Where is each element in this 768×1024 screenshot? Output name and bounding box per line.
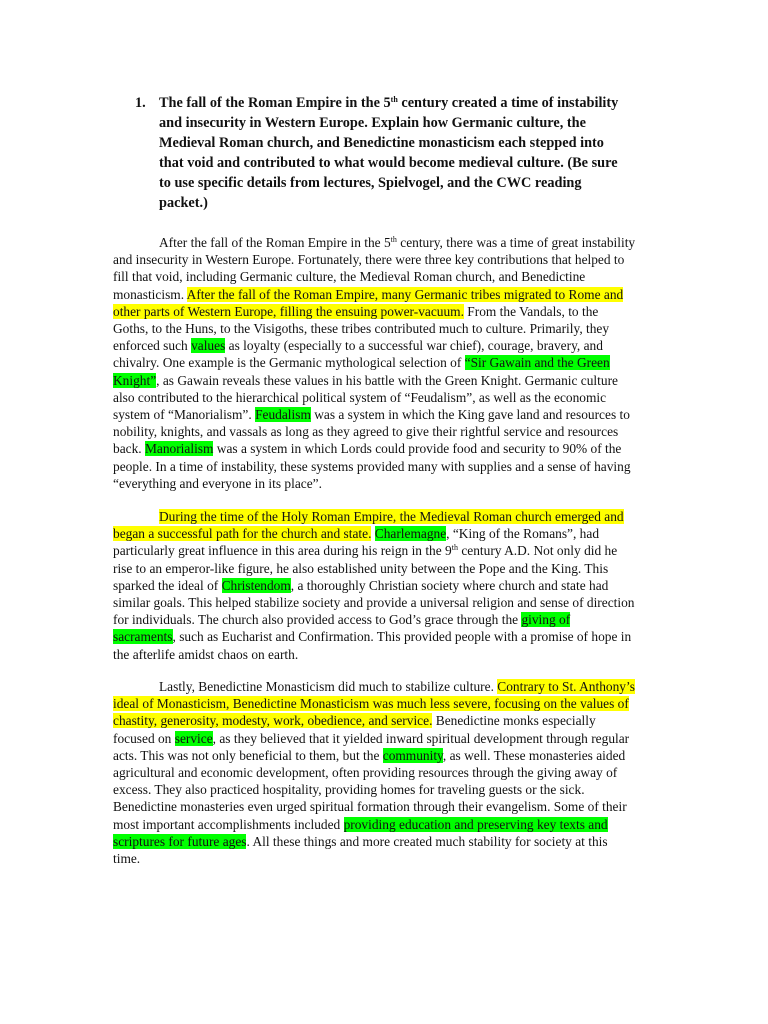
- text-line: Goths, to the Huns, to the Visigoths, these tribes contributed much to culture. Primarily, they: [113, 321, 610, 337]
- green-highlight: providing education and preserving key texts and: [343, 816, 608, 832]
- yellow-highlight: began a successful path for the church and state.: [113, 526, 372, 542]
- yellow-highlight: ideal of Monasticism, Benedictine Monasticism was much less severe, focusing on the values of: [113, 696, 629, 712]
- text-line: sacraments, such as Eucharist and Confirmation. This provided people with a promise of hope in: [113, 629, 632, 645]
- paragraph-germanic-culture: [113, 234, 658, 492]
- text-line: Lastly, Benedictine Monasticism did much to stabilize culture. Contrary to St. Anthony’s: [159, 679, 635, 694]
- green-highlight: community: [382, 747, 443, 763]
- text-line: also contributed to the hierarchical political system of “Feudalism”, as well as the economic: [113, 389, 607, 405]
- text-line: particularly great influence in this area during his reign in the 9th century A.D. Not only did he: [113, 543, 618, 559]
- text-line: rise to an emperor-like figure, he also established unity between the Pope and the King. This: [113, 560, 609, 576]
- text-line: time.: [113, 851, 141, 867]
- text-line: [113, 695, 658, 712]
- text-line: After the fall of the Roman Empire in the 5th century, there was a time of great instability: [159, 235, 636, 250]
- text-line: back. Manorialism was a system in which Lords could provide food and security to 90% of the: [113, 441, 622, 457]
- text-line: agricultural and economic development, often providing resources through the giving away of: [113, 765, 618, 781]
- text-line: fill that void, including Germanic culture, the Medieval Roman church, and Benedictine: [113, 269, 586, 285]
- green-highlight: giving of: [521, 612, 571, 628]
- question-line: that void and contributed to what would become medieval culture. (Be sure: [159, 155, 618, 171]
- text-line: system of “Manorialism”. Feudalism was a system in which the King gave land and resources to: [113, 407, 630, 423]
- question-line: and insecurity in Western Europe. Explain how Germanic culture, the: [159, 115, 586, 131]
- text-line: acts. This was not only beneficial to them, but the community, as well. These monasteries aided: [113, 747, 626, 763]
- text-line: the afterlife amidst chaos on earth.: [113, 646, 299, 662]
- question-line: Medieval Roman church, and Benedictine monasticism each stepped into: [159, 135, 604, 151]
- text-line: Knight”, as Gawain reveals these values in his battle with the Green Knight. Germanic culture: [113, 372, 618, 388]
- text-line: other parts of Western Europe, filling the ensuing power-vacuum. From the Vandals, to the: [113, 303, 599, 319]
- text-line: chivalry. One example is the Germanic mythological selection of “Sir Gawain and the Green: [113, 355, 610, 371]
- text-line: focused on service, as they believed that it yielded inward spiritual development through regular: [113, 730, 630, 746]
- text-line: scriptures for future ages. All these things and more created much stability for society at this: [113, 833, 608, 849]
- green-highlight: service: [174, 730, 213, 746]
- green-highlight: Christendom: [221, 577, 291, 593]
- yellow-highlight: Contrary to St. Anthony’s: [497, 679, 635, 694]
- green-highlight: “Sir Gawain and the Green: [464, 355, 610, 371]
- text-line: enforced such values as loyalty (especially to a successful war chief), courage, bravery, and: [113, 338, 603, 354]
- question-line: to use specific details from lectures, Spielvogel, and the CWC reading: [159, 175, 582, 191]
- green-highlight: Knight”: [113, 372, 157, 388]
- text-line: sparked the ideal of Christendom, a thoroughly Christian society where church and state had: [113, 577, 609, 593]
- green-highlight: Feudalism: [255, 407, 311, 423]
- text-line: most important accomplishments included providing education and preserving key texts and: [113, 816, 608, 832]
- green-highlight: sacraments: [113, 629, 173, 645]
- yellow-highlight: During the time of the Holy Roman Empire, the Medieval Roman church emerged and: [159, 509, 624, 524]
- text-line: “everything and everyone in its place”.: [113, 475, 322, 491]
- text-line: people. In a time of instability, these systems provided many with supplies and a sense of having: [113, 458, 631, 474]
- paragraph-benedictine-monasticism: [113, 678, 658, 867]
- text-line: and insecurity in Western Europe. Fortunately, there were three key contributions that helped to: [113, 252, 625, 268]
- text-line: nobility, knights, and vassals as long as they agreed to give their rightful service and resources: [113, 424, 619, 440]
- yellow-highlight: After the fall of the Roman Empire, many Germanic tribes migrated to Rome and: [186, 286, 624, 302]
- green-highlight: scriptures for future ages: [113, 833, 247, 849]
- question-line: packet.): [159, 195, 208, 211]
- essay-question: [135, 93, 655, 213]
- green-highlight: Charlemagne: [374, 526, 447, 542]
- text-line: for individuals. The church also provided access to God’s grace through the giving of: [113, 612, 571, 628]
- green-highlight: Manorialism: [144, 441, 214, 457]
- paragraph-roman-church: [113, 508, 658, 663]
- text-line: similar goals. This helped stabilize society and provide a universal religion and sense of direction: [113, 595, 635, 611]
- yellow-highlight: other parts of Western Europe, filling the ensuing power-vacuum.: [113, 303, 464, 319]
- question-number: 1.: [135, 95, 146, 111]
- yellow-highlight: chastity, generosity, modesty, work, obedience, and service.: [113, 713, 433, 729]
- text-line: began a successful path for the church and state. Charlemagne, “King of the Romans”, had: [113, 526, 600, 542]
- text-line: monasticism. After the fall of the Roman Empire, many Germanic tribes migrated to Rome and: [113, 286, 624, 302]
- text-line: [113, 508, 658, 525]
- text-line: excess. They also practiced hospitality, providing homes for traveling guests or the sick.: [113, 782, 585, 798]
- text-line: Benedictine monasteries even urged spiritual formation through their evangelism. Some of their: [113, 799, 627, 815]
- green-highlight: values: [191, 338, 226, 354]
- question-text: [159, 93, 655, 213]
- question-line: The fall of the Roman Empire in the 5th century created a time of instability: [159, 95, 619, 111]
- text-line: chastity, generosity, modesty, work, obedience, and service. Benedictine monks especially: [113, 713, 596, 729]
